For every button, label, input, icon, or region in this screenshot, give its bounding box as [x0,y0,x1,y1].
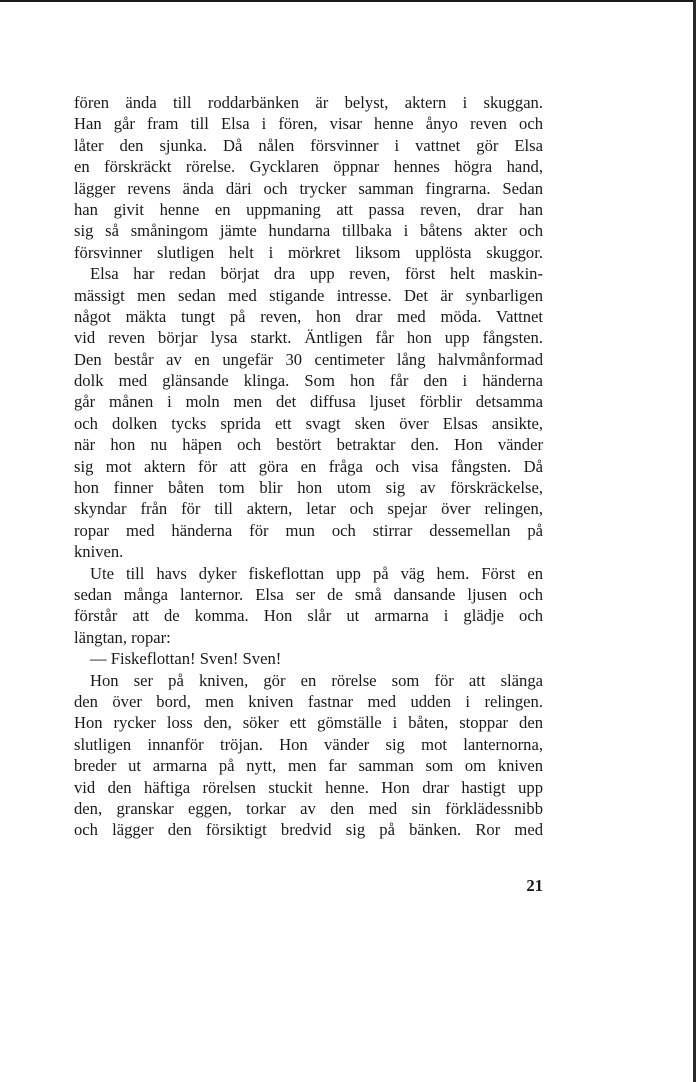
text-line: något mäkta tungt på reven, hon drar med möda. Vattnet [74,306,543,326]
text-line: Den består av en ungefär 30 centimeter lång halvmånformad [74,349,543,369]
text-line: när hon nu häpen och bestört betraktar den. Hon vänder [74,435,543,455]
text-line: vid reven börjar lysa starkt. Äntligen får hon upp fångsten. [74,328,543,348]
paragraph-4 [74,648,543,669]
text-line: Elsa har redan börjat dra upp reven, först helt maskin- [90,264,543,284]
text-line: låter den sjunka. Då nålen försvinner i vattnet gör Elsa [74,135,543,155]
text-line: Ute till havs dyker fiskeflottan upp på väg hem. Först en [90,563,543,583]
text-line: — Fiskeflottan! Sven! Sven! [90,649,282,669]
paragraph-1 [74,92,543,263]
text-line: Hon rycker loss den, söker ett gömställe i båten, stoppar den [74,713,543,733]
page-number: 21 [526,876,543,895]
text-line: en förskräckt rörelse. Gycklaren öppnar hennes högra hand, [74,157,543,177]
text-line: skyndar från för till aktern, letar och spejar över relingen, [74,499,543,519]
text-line: och lägger den försiktigt bredvid sig på bänken. Ror med [74,820,543,840]
text-line: fören ända till roddarbänken är belyst, aktern i skuggan. [74,93,543,112]
text-line: hon finner båten tom blir hon utom sig av förskräckelse, [74,478,543,498]
text-line: längtan, ropar: [74,627,171,647]
text-line: Hon ser på kniven, gör en rörelse som för att slänga [90,670,543,690]
text-line: den över bord, men kniven fastnar med udden i relingen. [74,691,543,711]
text-line: och dolken tycks sprida ett svagt sken över Elsas ansikte, [74,413,543,433]
text-line: vid den häftiga rörelsen stuckit henne. Hon drar hastigt upp [74,777,543,797]
body-text [74,92,543,841]
text-line: breder ut armarna på nytt, men far samman som om kniven [74,756,543,776]
text-line: försvinner slutligen helt i mörkret liksom upplösta skuggor. [74,242,543,262]
text-line: Han går fram till Elsa i fören, visar henne ånyo reven och [74,114,543,134]
text-line: mässigt men sedan med stigande intresse. Det är synbarligen [74,285,543,305]
text-line: slutligen innanför tröjan. Hon vänder sig mot lanternorna, [74,734,543,754]
paragraph-2 [74,263,543,562]
text-line: ropar med händerna för mun och stirrar dessemellan på [74,520,543,540]
text-line: kniven. [74,542,124,562]
text-line: förstår att de komma. Hon slår ut armarna i glädje och [74,606,543,626]
text-line: dolk med glänsande klinga. Som hon får den i händerna [74,371,543,391]
text-line: sig så småningom jämte hundarna tillbaka i båtens akter och [74,221,543,241]
text-line: lägger revens ända däri och trycker samman fingrarna. Sedan [74,178,543,198]
text-line: sedan många lanternor. Elsa ser de små dansande ljusen och [74,584,543,604]
paragraph-5 [74,670,543,841]
text-line: han givit henne en uppmaning att passa reven, drar han [74,199,543,219]
text-line: går månen i moln men det diffusa ljuset förblir detsamma [74,392,543,412]
text-line: sig mot aktern för att göra en fråga och visa fångsten. Då [74,456,543,476]
text-line: den, granskar eggen, torkar av den med sin förklädessnibb [74,798,543,818]
paragraph-3 [74,563,543,649]
scan-edge-top [0,0,696,2]
